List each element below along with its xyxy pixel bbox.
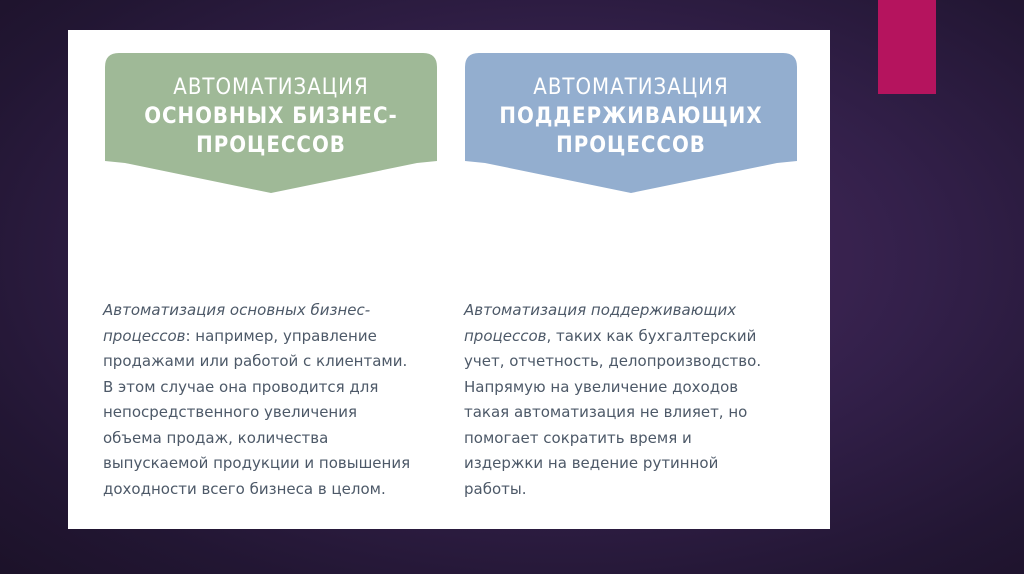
badge-line-3: ПРОЦЕССОВ	[196, 133, 346, 158]
badge-line-1: АВТОМАТИЗАЦИЯ	[173, 75, 369, 100]
content-card	[68, 30, 830, 529]
accent-bar	[878, 0, 936, 94]
badge-line-2: ОСНОВНЫХ БИЗНЕС-	[144, 104, 398, 129]
core-processes-description	[103, 298, 413, 502]
description-text: , таких как бухгалтерский учет, отчетность, делопроизводство. Напрямую на увеличение доходов такая автоматизация не влияет, но помогает сократить время и издержки на ведение рутинной работы.	[464, 326, 762, 498]
description-term: Автоматизация основных бизнес-процессов	[103, 301, 371, 345]
description-text: : например, управление продажами или работой с клиентами. В этом случае она проводится для непосредственного увеличения объема продаж, количества выпускаемой продукции и повышения доходности всего бизнеса в целом.	[103, 326, 411, 498]
support-processes-badge	[465, 53, 797, 193]
description-term: Автоматизация поддерживающих процессов	[464, 301, 737, 345]
support-processes-description	[464, 298, 774, 502]
badge-line-3: ПРОЦЕССОВ	[556, 133, 706, 158]
core-processes-badge	[105, 53, 437, 193]
badge-line-1: АВТОМАТИЗАЦИЯ	[533, 75, 729, 100]
badge-line-2: ПОДДЕРЖИВАЮЩИХ	[499, 104, 763, 129]
